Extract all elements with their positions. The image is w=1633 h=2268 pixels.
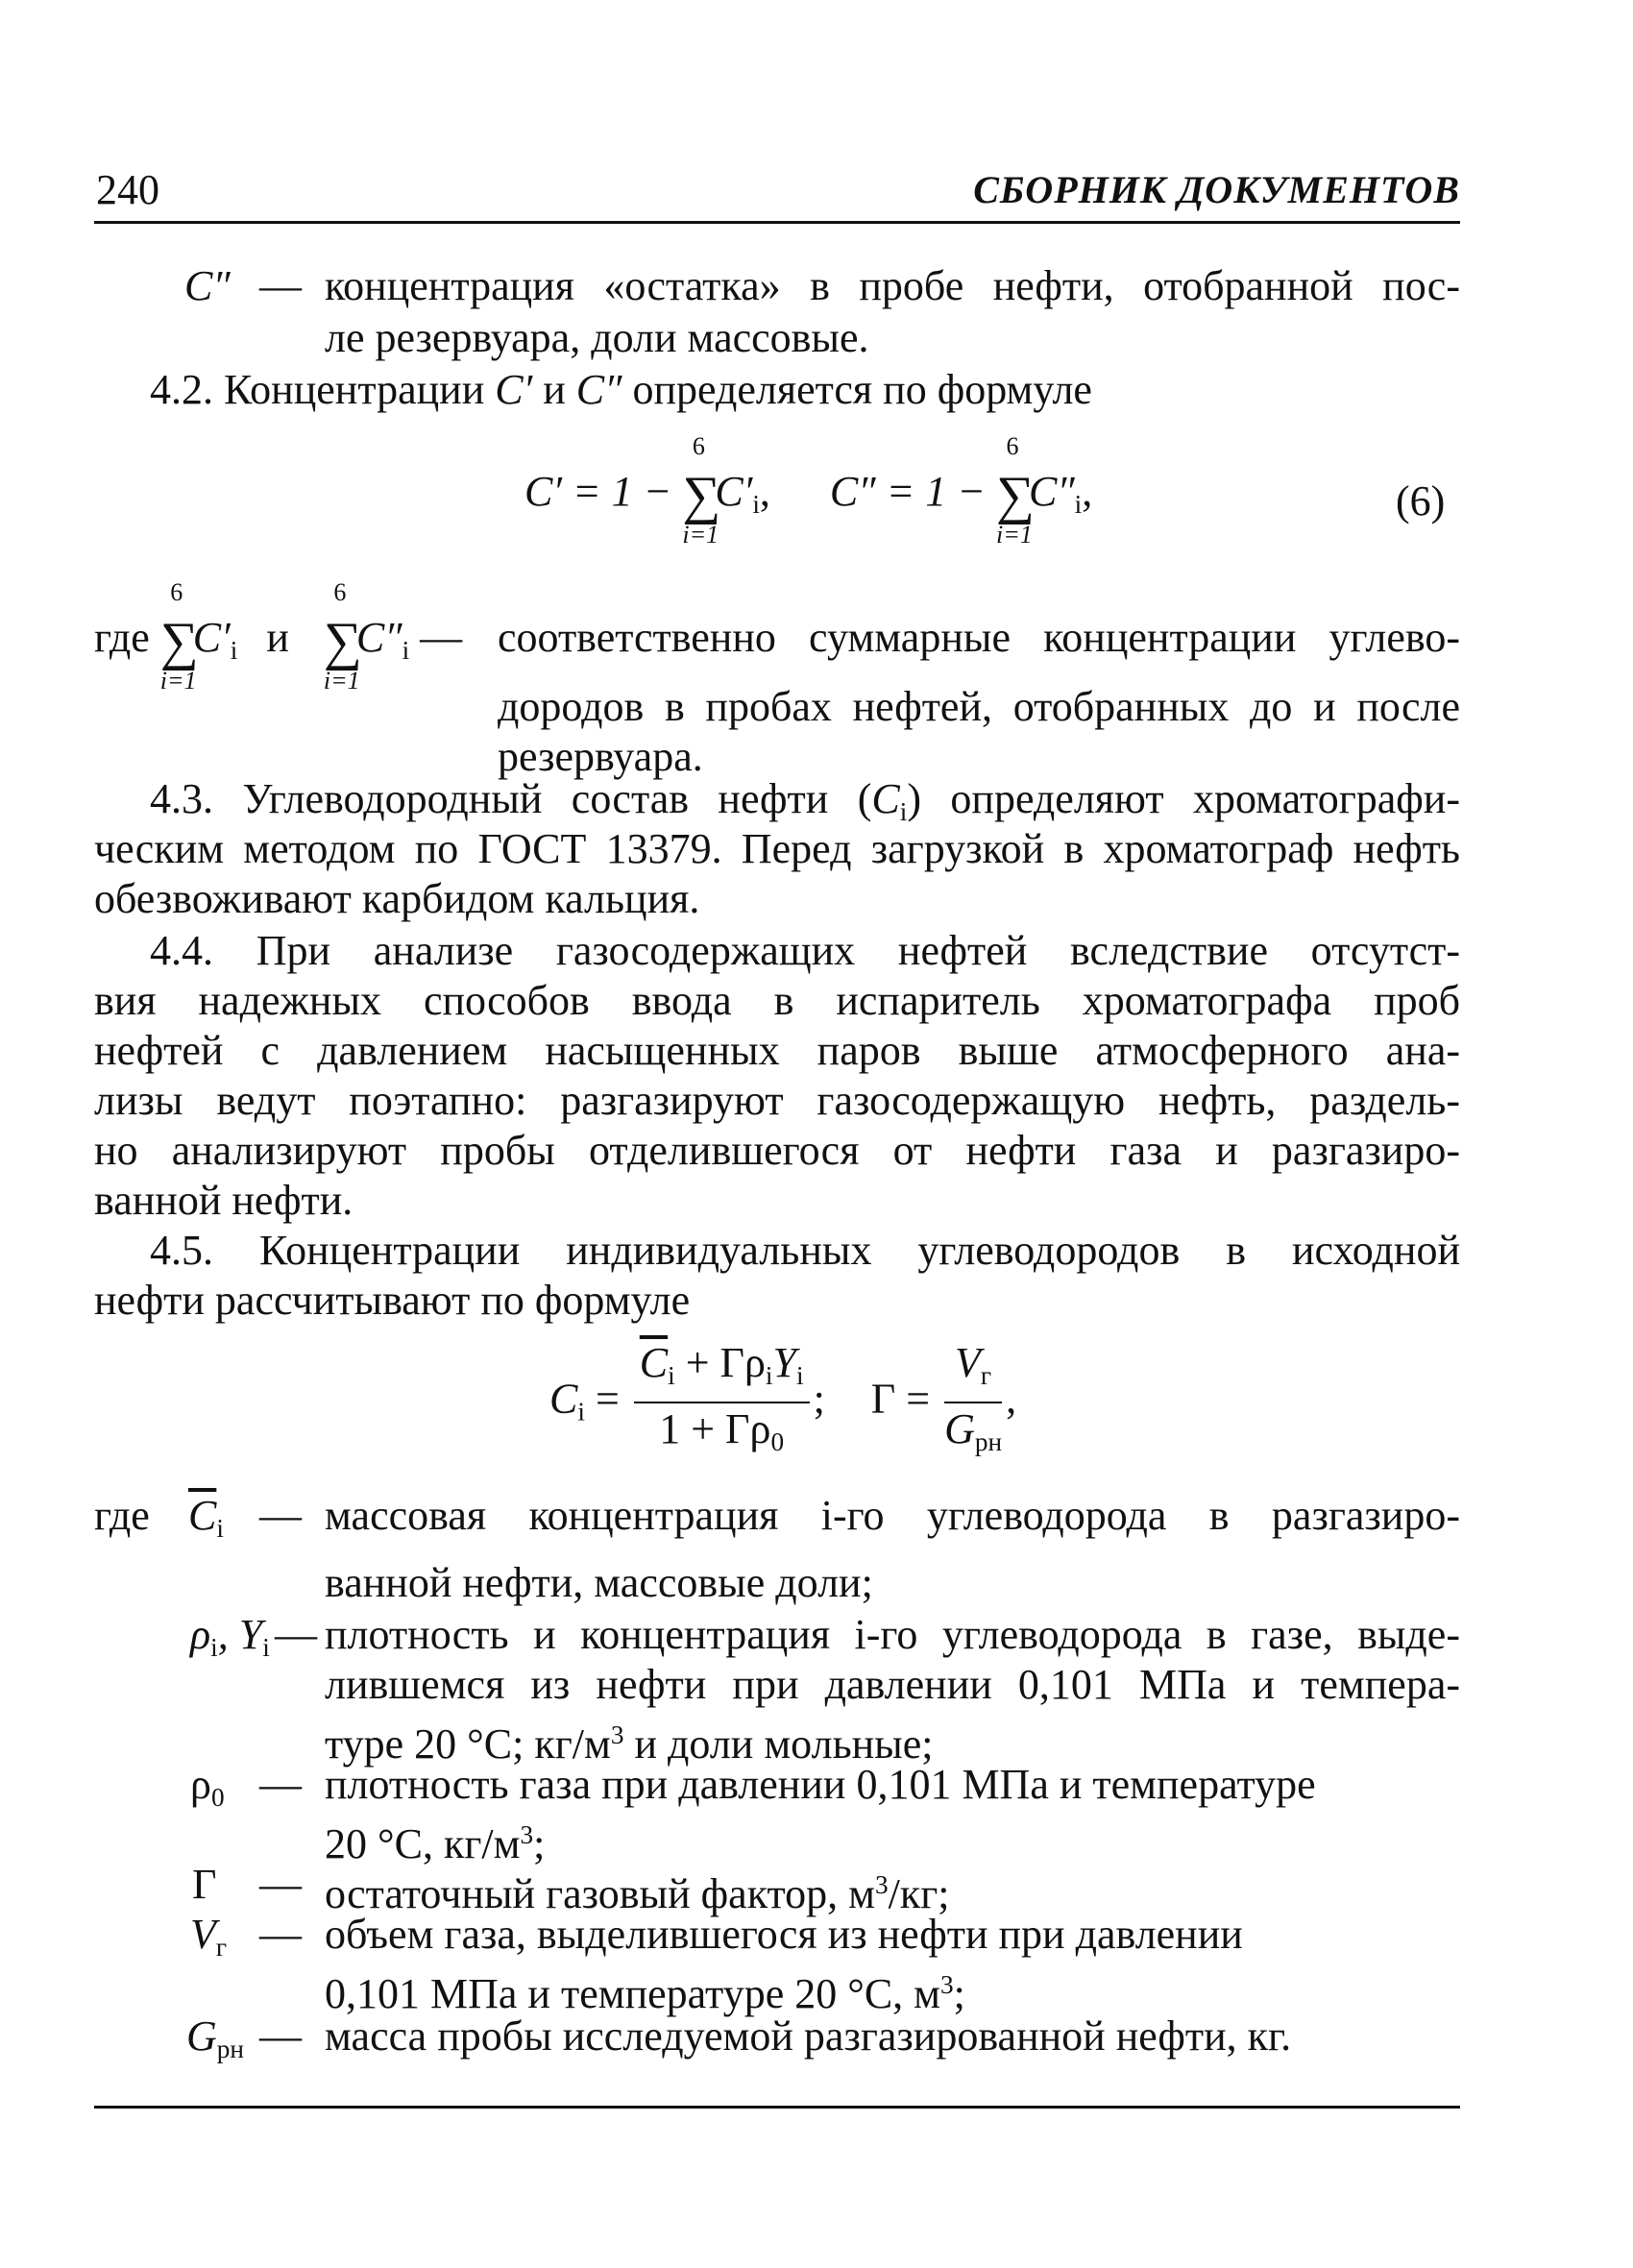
legend-line: 0,101 МПа и температуре 20 °С, $м^3$; — [325, 1970, 965, 2017]
paragraph-4-4-line: ванной нефти. — [94, 1177, 353, 1224]
legend-line: массовая концентрация i-го углеводорода в разгазиро- — [325, 1492, 1460, 1539]
paragraph-4-3-line1: 4.3. Углеводородный состав нефти (Ci) определяют хроматографи- — [150, 775, 1460, 827]
sum-symbol: 6 ∑ i=1 — [323, 577, 362, 695]
legend-symbol: ρi, Yi — [190, 1611, 270, 1663]
legend-line: 20 °С, $кг/м^3$; — [325, 1820, 546, 1867]
legend-symbol: Gрн — [186, 2012, 245, 2064]
legend-line: плотность газа при давлении 0,101 МПа и температуре — [325, 1761, 1316, 1808]
legend-where: где — [94, 1492, 150, 1539]
where-sums-line1: соответственно суммарные концентрации углево- — [498, 614, 1460, 661]
c2-def-line2: ле резервуара, доли массовые. — [325, 314, 869, 361]
legend-symbol: $\overline{C}i$ — [188, 1492, 224, 1544]
where-sums-line3: резервуара. — [498, 733, 703, 780]
paragraph-4-4-line: но анализируют пробы отделившегося от нефти газа и разгазиро- — [94, 1127, 1460, 1174]
c2-symbol: C″ — [184, 262, 231, 309]
where-sums-lead: где 6 ∑ i=1 C′i и 6 ∑ i=1 C″i — — [94, 577, 463, 695]
legend-dash: — — [259, 1761, 302, 1808]
legend-dash: — — [259, 1492, 302, 1539]
legend-symbol: Г — [192, 1861, 217, 1908]
sum-symbol: 6 ∑ i=1 — [995, 431, 1035, 549]
legend-symbol: ρ0 — [190, 1761, 225, 1813]
fraction: $\frac{\overline{C}i + Г\rho iYi}{1 + Г\rho 0}$ — [634, 1339, 810, 1466]
legend-line: плотность и концентрация i-го углеводорода в газе, выде- — [325, 1611, 1460, 1658]
paragraph-4-2: 4.2. Концентрации C′ и C″ определяется по формуле — [150, 366, 1092, 413]
legend-dash: — — [275, 1611, 317, 1658]
formula-concentration: Ci = $\frac{\overline{C}i + Г\rho iYi}{1 + Г\rho 0}$ ; Г = $\frac{Vг}{\text{Gрн}}$ , — [549, 1339, 1016, 1466]
legend-line: лившемся из нефти при давлении 0,101 МПа и темпера- — [325, 1661, 1460, 1708]
bottom-rule — [94, 2106, 1460, 2109]
legend-line: остаточный газовый фактор, $м^3/кг$; — [325, 1870, 950, 1917]
legend-dash: — — [259, 1861, 302, 1908]
page-number: 240 — [96, 166, 159, 213]
legend-symbol: Vг — [190, 1911, 228, 1963]
paragraph-4-4-line: нефтей с давлением насыщенных паров выше атмосферного ана- — [94, 1027, 1460, 1074]
where-sums-line2: дородов в пробах нефтей, отобранных до и после — [498, 683, 1460, 730]
paragraph-4-4-line: лизы ведут поэтапно: разгазируют газосодержащую нефть, раздель- — [94, 1077, 1460, 1124]
legend-line: туре 20 °С; $кг/м^3$ и доли мольные; — [325, 1720, 934, 1768]
sum-symbol: 6 ∑ i=1 — [159, 577, 199, 695]
paragraph-4-3-line3: обезвоживают карбидом кальция. — [94, 875, 700, 922]
sum-symbol: 6 ∑ i=1 — [682, 431, 721, 549]
paragraph-4-4-line: 4.4. При анализе газосодержащих нефтей вследствие отсутст- — [150, 927, 1460, 974]
running-title: СБОРНИК ДОКУМЕНТОВ — [973, 168, 1460, 211]
paragraph-4-4-line: вия надежных способов ввода в испаритель хроматографа проб — [94, 977, 1460, 1024]
legend-line: масса пробы исследуемой разгазированной нефти, кг. — [325, 2012, 1292, 2060]
paragraph-4-5-line1: 4.5. Концентрации индивидуальных углеводородов в исходной — [150, 1227, 1460, 1274]
fraction: $\frac{Vг}{\text{Gрн}}$ — [944, 1339, 1003, 1457]
legend-dash: — — [259, 1911, 302, 1958]
document-page — [94, 0, 1460, 2268]
paragraph-4-5-line2: нефти рассчитывают по формуле — [94, 1277, 691, 1324]
legend-dash: — — [259, 2012, 302, 2060]
formula-6: C′ = 1 − 6 ∑ i=1 C′i, C″ = 1 − 6 ∑ i=1 C″i, — [524, 431, 1093, 549]
formula-6-number: (6) — [1396, 477, 1446, 524]
legend-line: ванной нефти, массовые доли; — [325, 1559, 873, 1606]
legend-line: объем газа, выделившегося из нефти при давлении — [325, 1911, 1243, 1958]
c2-dash: — — [259, 262, 302, 309]
c2-def-line1: концентрация «остатка» в пробе нефти, отобранной пос- — [325, 262, 1460, 309]
page-header — [94, 163, 1460, 224]
paragraph-4-3-line2: ческим методом по ГОСТ 13379. Перед загрузкой в хроматограф нефть — [94, 825, 1460, 872]
